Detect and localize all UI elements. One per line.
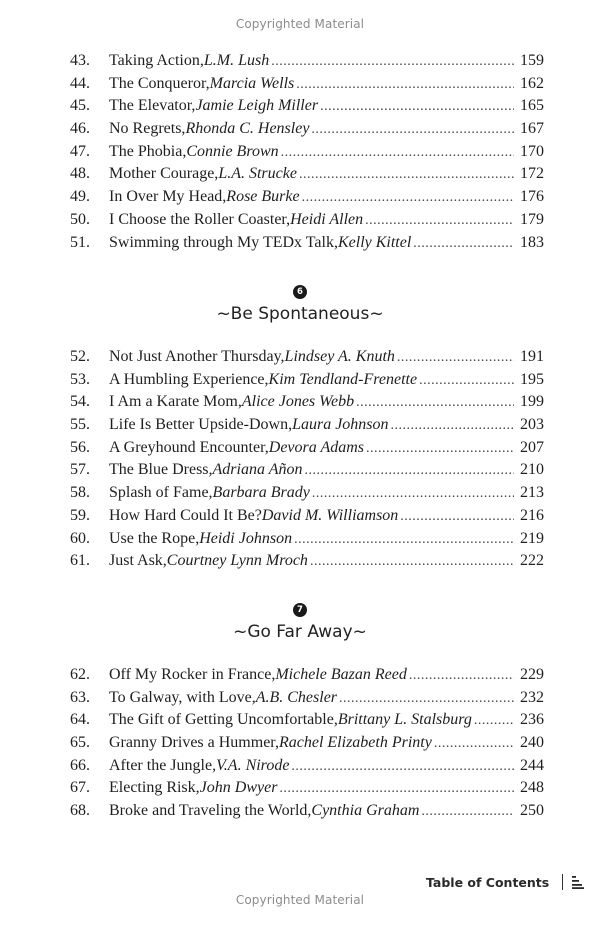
dot-leader: [310, 551, 514, 573]
entry-author: Heidi Allen: [290, 210, 364, 228]
entry-title: To Galway, with Love,: [109, 688, 256, 706]
entry-title: Granny Drives a Hummer,: [109, 734, 279, 752]
toc-entry: [70, 209, 544, 232]
entry-title: Splash of Fame,: [109, 484, 213, 502]
entry-page-number: 159: [520, 52, 544, 69]
dot-leader: [291, 756, 514, 778]
dot-leader: [356, 392, 514, 414]
entry-title: How Hard Could It Be?: [109, 506, 262, 524]
entry-author: Alice Jones Webb: [241, 393, 355, 411]
entry-title: The Conqueror,: [109, 74, 210, 92]
entry-author: Connie Brown: [186, 142, 279, 160]
entry-title: Off My Rocker in France,: [109, 666, 276, 683]
entry-page-number: 199: [520, 393, 544, 411]
dot-leader: [413, 233, 514, 255]
entry-number: 62.: [70, 666, 90, 683]
dot-leader: [281, 142, 514, 164]
dot-leader: [320, 96, 514, 118]
entry-author: L.M. Lush: [203, 52, 270, 69]
entry-title: Mother Courage,: [109, 165, 219, 183]
entry-number: 58.: [70, 484, 90, 502]
entry-title: Taking Action,: [109, 52, 204, 69]
entry-number: 59.: [70, 506, 90, 524]
entry-author: Rose Burke: [226, 188, 300, 206]
entry-page-number: 229: [520, 666, 544, 683]
entry-page-number: 172: [520, 165, 544, 183]
entry-page-number: 165: [520, 97, 544, 115]
entry-page-number: 162: [520, 74, 544, 92]
toc-entry: [70, 528, 544, 551]
entry-page-number: 250: [520, 802, 544, 820]
copyright-watermark-bottom: Copyrighted Material: [235, 893, 365, 907]
entry-author: David M. Williamson: [261, 506, 399, 524]
entry-page-number: 213: [520, 484, 544, 502]
dot-leader: [294, 529, 514, 551]
entry-number: 50.: [70, 210, 90, 228]
entry-number: 57.: [70, 461, 90, 479]
section-number-badge: 6: [293, 285, 307, 299]
entry-author: Michele Bazan Reed: [275, 666, 407, 683]
entry-title: Use the Rope,: [109, 529, 200, 547]
entry-number: 45.: [70, 97, 90, 115]
entry-number: 63.: [70, 688, 90, 706]
entry-author: Rhonda C. Hensley: [185, 120, 310, 138]
entry-number: 56.: [70, 438, 90, 456]
toc-entry: [70, 777, 544, 800]
toc-entry: [70, 687, 544, 710]
toc-entry: [70, 118, 544, 141]
entry-title: I Am a Karate Mom,: [109, 393, 242, 411]
toc-entry: [70, 482, 544, 505]
entry-number: 51.: [70, 233, 90, 251]
entry-number: 43.: [70, 52, 90, 69]
toc-entry: [70, 437, 544, 460]
entry-number: 44.: [70, 74, 90, 92]
entry-title: Not Just Another Thursday,: [109, 348, 285, 365]
entry-author: A.B. Chesler: [255, 688, 338, 706]
dot-leader: [299, 164, 514, 186]
dot-leader: [434, 733, 514, 755]
table-of-contents-icon: [572, 875, 584, 889]
dot-leader: [400, 506, 514, 528]
dot-leader: [302, 187, 514, 209]
toc-list: [70, 346, 544, 573]
dot-leader: [397, 347, 514, 369]
toc-entry: [70, 232, 544, 255]
entry-page-number: 179: [520, 210, 544, 228]
dot-leader: [279, 778, 514, 800]
dot-leader: [304, 460, 514, 482]
dot-leader: [271, 51, 514, 73]
entry-page-number: 216: [520, 506, 544, 524]
entry-author: John Dwyer: [199, 779, 278, 797]
entry-number: 52.: [70, 348, 90, 365]
section-header: [0, 281, 600, 324]
section-title: ~Be Spontaneous~: [216, 304, 384, 324]
entry-number: 53.: [70, 370, 90, 388]
toc-entry: [70, 163, 544, 186]
section-title: ~Go Far Away~: [233, 622, 367, 642]
entry-number: 64.: [70, 711, 90, 729]
entry-author: Kelly Kittel: [337, 233, 412, 251]
entry-title: After the Jungle,: [109, 756, 217, 774]
toc-entry: [70, 664, 544, 687]
entry-author: Lindsey A. Knuth: [284, 348, 395, 365]
footer-divider: [562, 874, 563, 890]
toc-list: [70, 50, 544, 254]
entry-page-number: 244: [520, 756, 544, 774]
entry-title: The Blue Dress,: [109, 461, 213, 479]
entry-page-number: 240: [520, 734, 544, 752]
toc-entry: [70, 95, 544, 118]
entry-title: Swimming through My TEDx Talk,: [109, 233, 338, 251]
entry-title: A Humbling Experience,: [109, 370, 269, 388]
entry-number: 49.: [70, 188, 90, 206]
entry-page-number: 170: [520, 142, 544, 160]
entry-title: Just Ask,: [109, 552, 167, 570]
dot-leader: [421, 801, 514, 823]
entry-author: Courtney Lynn Mroch: [166, 552, 308, 570]
dot-leader: [419, 370, 514, 392]
entry-author: Kim Tendland-Frenette: [268, 370, 418, 388]
dot-leader: [296, 74, 514, 96]
entry-number: 66.: [70, 756, 90, 774]
dot-leader: [409, 665, 514, 687]
entry-author: Barbara Brady: [212, 484, 310, 502]
toc-entry: [70, 141, 544, 164]
dot-leader: [311, 119, 514, 141]
entry-author: Cynthia Graham: [311, 802, 420, 820]
entry-title: The Gift of Getting Uncomfortable,: [109, 711, 338, 729]
entry-number: 68.: [70, 802, 90, 820]
entry-number: 47.: [70, 142, 90, 160]
entry-author: Heidi Johnson: [199, 529, 293, 547]
entry-number: 54.: [70, 393, 90, 411]
dot-leader: [391, 415, 514, 437]
entry-page-number: 248: [520, 779, 544, 797]
dot-leader: [474, 710, 514, 732]
entry-title: In Over My Head,: [109, 188, 227, 206]
entry-page-number: 195: [520, 370, 544, 388]
entry-number: 55.: [70, 416, 90, 434]
entry-page-number: 210: [520, 461, 544, 479]
entry-author: Rachel Elizabeth Printy: [278, 734, 432, 752]
entry-title: The Elevator,: [109, 97, 196, 115]
entry-author: V.A. Nirode: [216, 756, 290, 774]
page-footer: [426, 873, 584, 891]
entry-author: Jamie Leigh Miller: [195, 97, 319, 115]
entry-title: The Phobia,: [109, 142, 187, 160]
entry-title: Broke and Traveling the World,: [109, 802, 312, 820]
entry-number: 46.: [70, 120, 90, 138]
toc-entry: [70, 755, 544, 778]
toc-entry: [70, 186, 544, 209]
entry-author: Marcia Wells: [209, 74, 295, 92]
entry-title: Electing Risk,: [109, 779, 200, 797]
entry-number: 60.: [70, 529, 90, 547]
entry-author: Devora Adams: [268, 438, 365, 456]
entry-title: A Greyhound Encounter,: [109, 438, 269, 456]
toc-entry: [70, 709, 544, 732]
toc-entry: [70, 414, 544, 437]
section-number-badge: 7: [293, 603, 307, 617]
entry-page-number: 236: [520, 711, 544, 729]
entry-page-number: 183: [520, 233, 544, 251]
entry-page-number: 222: [520, 552, 544, 570]
entry-title: I Choose the Roller Coaster,: [109, 210, 291, 228]
dot-leader: [365, 210, 514, 232]
entry-title: Life Is Better Upside-Down,: [109, 416, 293, 434]
entry-page-number: 176: [520, 188, 544, 206]
entry-number: 65.: [70, 734, 90, 752]
toc-entry: [70, 50, 544, 73]
toc-entry: [70, 346, 544, 369]
toc-entry: [70, 732, 544, 755]
entry-author: Brittany L. Stalsburg: [337, 711, 472, 729]
entry-page-number: 191: [520, 348, 544, 365]
toc-entry: [70, 550, 544, 573]
dot-leader: [339, 688, 514, 710]
toc-entry: [70, 800, 544, 823]
entry-author: Adriana Añon: [212, 461, 303, 479]
copyright-watermark-top: Copyrighted Material: [235, 17, 365, 31]
entry-title: No Regrets,: [109, 120, 186, 138]
footer-label: Table of Contents: [426, 874, 550, 890]
entry-page-number: 203: [520, 416, 544, 434]
entry-page-number: 207: [520, 438, 544, 456]
entry-number: 61.: [70, 552, 90, 570]
toc-entry: [70, 505, 544, 528]
entry-page-number: 232: [520, 688, 544, 706]
entry-author: Laura Johnson: [292, 416, 389, 434]
toc-entry: [70, 73, 544, 96]
dot-leader: [312, 483, 514, 505]
toc-list: [70, 664, 544, 823]
section-header: [0, 599, 600, 642]
toc-entry: [70, 391, 544, 414]
entry-author: L.A. Strucke: [218, 165, 297, 183]
toc-entry: [70, 369, 544, 392]
entry-number: 67.: [70, 779, 90, 797]
entry-page-number: 219: [520, 529, 544, 547]
entry-number: 48.: [70, 165, 90, 183]
dot-leader: [366, 438, 514, 460]
toc-entry: [70, 459, 544, 482]
entry-page-number: 167: [520, 120, 544, 138]
